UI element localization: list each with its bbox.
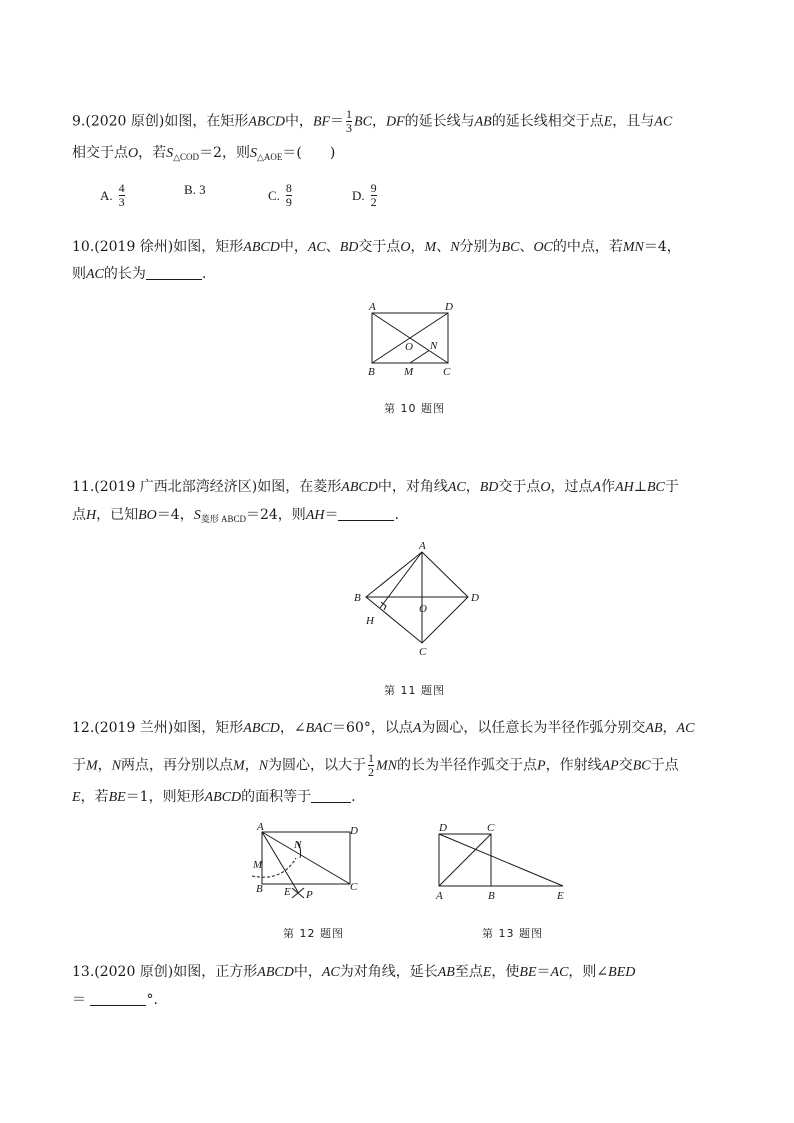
q11-figure [350, 540, 490, 660]
q10-label-m: M [404, 366, 414, 378]
q9-option-c: C. $\frac{8}{9}$ [268, 181, 292, 209]
q12-caption: 第 12 题图 [283, 927, 344, 940]
q13-label-b: B [488, 890, 495, 902]
q12-ray-ap [262, 832, 298, 892]
q9-fraction: $\frac{1}{3}$ [346, 107, 353, 135]
q9-line2: 相交于点O，若$S_{\triangle COD}=2$，则$S_{\triangle AOE}=$( ) [72, 145, 336, 162]
q12-label-n: N [294, 839, 302, 851]
q13-segment-de [439, 834, 563, 886]
q13-answer-blank[interactable] [90, 991, 146, 1006]
q11-label-c: C [419, 646, 427, 658]
q10-label-o: O [405, 341, 413, 353]
q10-line1: 10.(2019 徐州)如图，矩形ABCD中，AC、BD交于点O，M、N分别为BC、OC的中点，若MN＝4， [72, 239, 681, 255]
q10-label-b: B [368, 366, 375, 378]
q11-altitude-ah [380, 552, 422, 608]
q10-label-d: D [445, 301, 453, 313]
q12-label-p: P [306, 889, 313, 901]
q11-answer-blank[interactable] [338, 506, 394, 521]
q13-diagonal-ac [439, 834, 491, 886]
q10-figure [360, 298, 460, 380]
q12-intersection-p [292, 888, 304, 898]
q12-answer-blank[interactable] [311, 788, 351, 803]
q11-label-h: H [366, 615, 374, 627]
q10-line2: 则AC的长为 . [72, 266, 207, 282]
q13-label-e: E [557, 890, 564, 902]
q13-line1: 13.(2020 原创)如图，正方形ABCD中，AC为对角线，延长AB至点E，使BE＝AC，则∠BED [72, 964, 636, 980]
q12-figure [248, 820, 368, 910]
q10-label-n: N [430, 340, 438, 352]
q10-label-c: C [443, 366, 451, 378]
q13-figure [430, 820, 575, 905]
q11-label-b: B [354, 592, 361, 604]
q12-label-b: B [256, 883, 263, 895]
q12-label-d: D [350, 825, 358, 837]
q12-label-m: M [253, 859, 263, 871]
q9-option-b: B. 3 [184, 182, 206, 197]
q10-caption: 第 10 题图 [384, 402, 445, 415]
q11-label-d: D [471, 592, 479, 604]
q12-label-c: C [350, 881, 358, 893]
q12-line3: E，若BE＝1，则矩形ABCD的面积等于 . [72, 789, 356, 805]
q11-caption: 第 11 题图 [384, 684, 445, 697]
q13-label-d: D [439, 822, 447, 834]
q10-label-a: A [369, 301, 376, 313]
q11-line2: 点H，已知BO＝4，$S_{菱形 ABCD}=24$，则AH＝ . [72, 507, 399, 524]
q13-label-a: A [436, 890, 443, 902]
q12-label-a: A [257, 821, 264, 833]
q11-line1: 11.(2019 广西北部湾经济区)如图，在菱形ABCD中，对角线AC，BD交于点O，过点A作AH⊥BC于 [72, 479, 679, 495]
q9-option-d: D. $\frac{9}{2}$ [352, 181, 377, 209]
q9-option-a: A. $\frac{4}{3}$ [100, 181, 125, 209]
q9-line1: 9.(2020 原创)如图，在矩形ABCD中，BF＝ $\frac{1}{3}$ BC，DF的延长线与AB的延长线相交于点E，且与AC [72, 107, 673, 135]
q12-diagonal-ac [262, 832, 350, 884]
q12-line2: 于M，N两点，再分别以点M，N为圆心，以大于 $\frac{1}{2}$ MN的长为半径作弧交于点P，作射线AP交BC于点 [72, 751, 679, 779]
q13-caption: 第 13 题图 [482, 927, 543, 940]
q12-label-e: E [284, 886, 291, 898]
q12-line1: 12.(2019 兰州)如图，矩形ABCD，∠BAC＝60°，以点A为圆心，以任意长为半径作弧分别交AB，AC [72, 720, 695, 736]
q13-line2: ＝ °. [72, 992, 158, 1008]
q12-fraction: $\frac{1}{2}$ [368, 751, 375, 779]
q11-label-o: O [419, 603, 427, 615]
q13-label-c: C [487, 822, 495, 834]
q10-answer-blank[interactable] [146, 265, 202, 280]
q11-label-a: A [419, 540, 426, 552]
